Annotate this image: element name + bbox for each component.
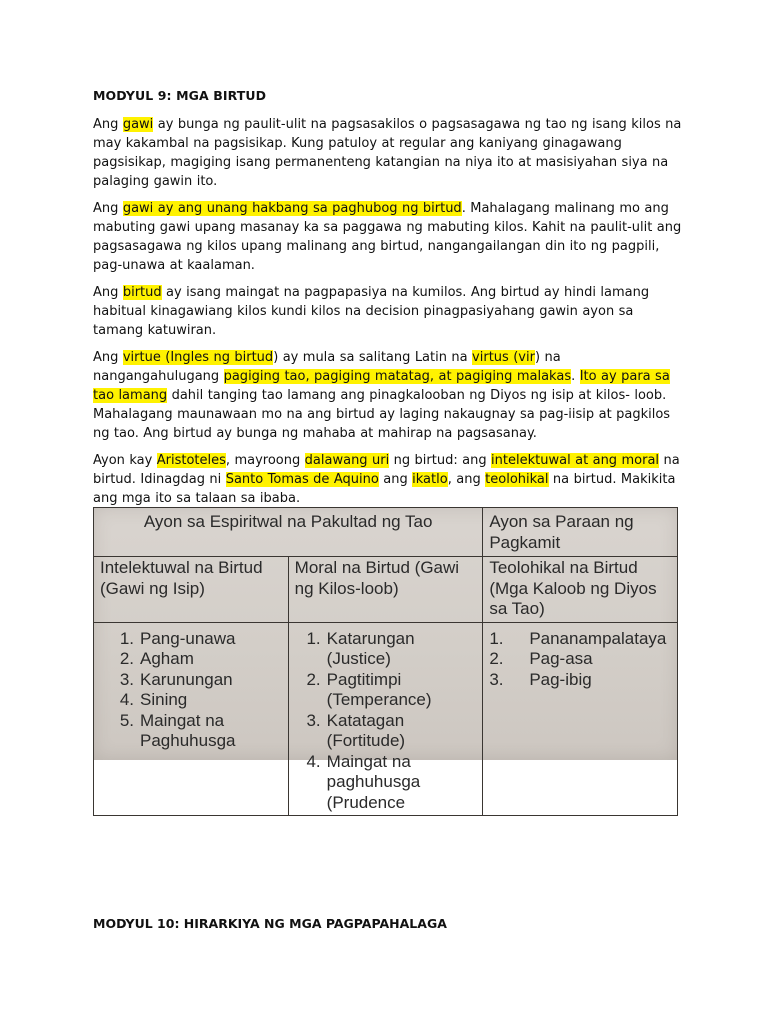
highlighted-phrase: ikatlo bbox=[412, 472, 448, 487]
virtue-name: Pag-asa bbox=[529, 649, 593, 668]
virtue-list-item bbox=[295, 670, 477, 711]
virtue-list-item bbox=[295, 711, 477, 752]
virtue-name: Pang-unawa bbox=[140, 628, 236, 648]
paragraph-text: Ang bbox=[93, 201, 123, 216]
list-number: 3. bbox=[119, 669, 134, 689]
virtue-list-item bbox=[108, 690, 282, 711]
virtue-list-item bbox=[489, 629, 671, 650]
module-9-heading: MODYUL 9: MGA BIRTUD bbox=[93, 88, 267, 103]
table-header-row bbox=[94, 508, 678, 557]
highlighted-phrase: birtud bbox=[122, 285, 162, 300]
column-title-theological: Teolohikal na Birtud (Mga Kaloob ng Diyos sa Tao) bbox=[483, 557, 678, 623]
paragraph-text: Ang bbox=[93, 285, 123, 300]
highlighted-phrase: intelektuwal at ang moral bbox=[491, 453, 660, 468]
paragraph-text: ay bunga ng paulit-ulit na pagsasakilos o pagsasagawa ng tao ng isang kilos na may kakambal na pagsisikap. Kung patuloy at regular ang kaniyang ginagawang pagsisikap, magiging isang permanenteng katangian na niya ito at masisiyahan siya na palaging gawin ito. bbox=[93, 117, 682, 189]
paragraph-text: ) ay mula sa salitang Latin na bbox=[273, 350, 473, 365]
paragraph-text: , mayroong bbox=[225, 453, 305, 468]
virtues-table bbox=[93, 507, 678, 816]
theological-virtues-cell bbox=[483, 622, 678, 816]
list-number: 1. bbox=[306, 628, 321, 648]
highlighted-phrase: gawi bbox=[122, 117, 154, 132]
paragraph-text: ang bbox=[378, 472, 413, 487]
highlighted-phrase: teolohikal bbox=[485, 472, 549, 487]
paragraph bbox=[93, 115, 683, 191]
paragraph bbox=[93, 199, 683, 275]
table-column-titles-row bbox=[94, 557, 678, 623]
paragraph-text: dahil tanging tao lamang ang pinagkalooban ng Diyos ng isip at kilos- loob. Mahalagang maunawaan mo na ang birtud ay laging nakaugnay sa pag-iisip at pagkilos ng tao. Ang birtud ay bunga ng mahaba at mahirap na pagsasanay. bbox=[93, 388, 671, 441]
virtue-name: Maingat na Paghuhusga bbox=[140, 710, 236, 750]
virtue-list-item bbox=[108, 670, 282, 691]
paragraph-text: ng birtud: ang bbox=[389, 453, 492, 468]
highlighted-phrase: Ito ay para sa tao lamang bbox=[93, 369, 670, 403]
theological-virtues-list bbox=[489, 629, 671, 691]
virtue-list-item bbox=[108, 649, 282, 670]
moral-virtues-list bbox=[295, 629, 477, 814]
list-number: 2. bbox=[306, 669, 321, 689]
virtue-list-item bbox=[489, 670, 671, 691]
list-number: 1. bbox=[119, 628, 134, 648]
virtue-list-item bbox=[108, 629, 282, 650]
paragraph-text: na birtud. Makikita ang mga ito sa talaan sa ibaba. bbox=[93, 472, 676, 506]
highlighted-phrase: pagiging tao, pagiging matatag, at pagiging malakas bbox=[223, 369, 572, 384]
paragraph-text: ay isang maingat na pagpapasiya na kumilos. Ang birtud ay hindi lamang habitual kinagawiang kilos kundi kilos na decision pinagpasiyahang gawin ayon sa tamang katuwiran. bbox=[93, 285, 650, 338]
document-body bbox=[93, 86, 683, 516]
virtue-name: Pagtitimpi (Temperance) bbox=[326, 669, 432, 709]
paragraph-text: . Mahalagang malinang mo ang mabuting gawi upang masanay ka sa paggawa ng mabuting kilos. Kahit na paulit-ulit ang pagsasagawa ng kilos upang malinang ang birtud, nangangailangan din ito ng pagpili, pag-unawa at kaalaman. bbox=[93, 201, 682, 273]
list-number: 3. bbox=[489, 669, 504, 689]
paragraphs bbox=[93, 115, 683, 508]
paragraph-text: . bbox=[571, 369, 580, 384]
column-title-intellectual: Intelektuwal na Birtud (Gawi ng Isip) bbox=[94, 557, 289, 623]
paragraph-text: na birtud. Idinagdag ni bbox=[93, 453, 680, 487]
module-10-heading: MODYUL 10: HIRARKIYA NG MGA PAGPAPAHALAGA bbox=[93, 916, 447, 931]
virtue-name: Pag-ibig bbox=[529, 669, 592, 689]
highlighted-phrase: Aristoteles bbox=[156, 453, 226, 468]
virtue-name: Maingat na paghuhusga (Prudence bbox=[326, 751, 421, 812]
list-number: 4. bbox=[306, 751, 321, 771]
virtue-name: Agham bbox=[140, 649, 194, 668]
highlighted-phrase: Santo Tomas de Aquino bbox=[225, 472, 379, 487]
list-number: 3. bbox=[306, 710, 321, 730]
highlighted-phrase: virtus (vir bbox=[472, 350, 535, 365]
virtue-name: Katarungan (Justice) bbox=[326, 628, 415, 668]
list-number: 5. bbox=[119, 710, 134, 730]
list-number: 2. bbox=[489, 649, 504, 668]
virtue-list-item bbox=[108, 711, 282, 752]
header-spiritual-faculty: Ayon sa Espiritwal na Pakultad ng Tao bbox=[94, 508, 483, 557]
virtues-table-photo bbox=[93, 507, 678, 812]
list-number: 4. bbox=[119, 690, 134, 709]
list-number: 2. bbox=[119, 649, 134, 668]
moral-virtues-cell bbox=[288, 622, 483, 816]
paragraph bbox=[93, 451, 683, 508]
virtue-list-item bbox=[489, 649, 671, 670]
intellectual-virtues-cell bbox=[94, 622, 289, 816]
header-means-of-acquisition: Ayon sa Paraan ng Pagkamit bbox=[483, 508, 678, 557]
column-title-moral: Moral na Birtud (Gawi ng Kilos-loob) bbox=[288, 557, 483, 623]
paragraph-text: ) na nangangahulugang bbox=[93, 350, 561, 384]
virtue-name: Katatagan (Fortitude) bbox=[326, 710, 406, 750]
virtue-name: Karunungan bbox=[140, 669, 233, 689]
paragraph bbox=[93, 283, 683, 340]
intellectual-virtues-list bbox=[100, 629, 282, 752]
virtue-name: Pananampalataya bbox=[529, 628, 667, 648]
list-number: 1. bbox=[489, 628, 504, 648]
highlighted-phrase: dalawang uri bbox=[304, 453, 390, 468]
paragraph bbox=[93, 348, 683, 443]
paragraph-text: Ang bbox=[93, 117, 123, 132]
virtue-list-item bbox=[295, 629, 477, 670]
paragraph-text: Ayon kay bbox=[93, 453, 157, 468]
virtue-name: Sining bbox=[140, 690, 188, 709]
highlighted-phrase: gawi ay ang unang hakbang sa paghubog ng birtud bbox=[122, 201, 462, 216]
highlighted-phrase: virtue (Ingles ng birtud bbox=[122, 350, 274, 365]
paragraph-text: Ang bbox=[93, 350, 123, 365]
virtue-list-item bbox=[295, 752, 477, 814]
paragraph-text: , ang bbox=[447, 472, 486, 487]
table-items-row bbox=[94, 622, 678, 816]
